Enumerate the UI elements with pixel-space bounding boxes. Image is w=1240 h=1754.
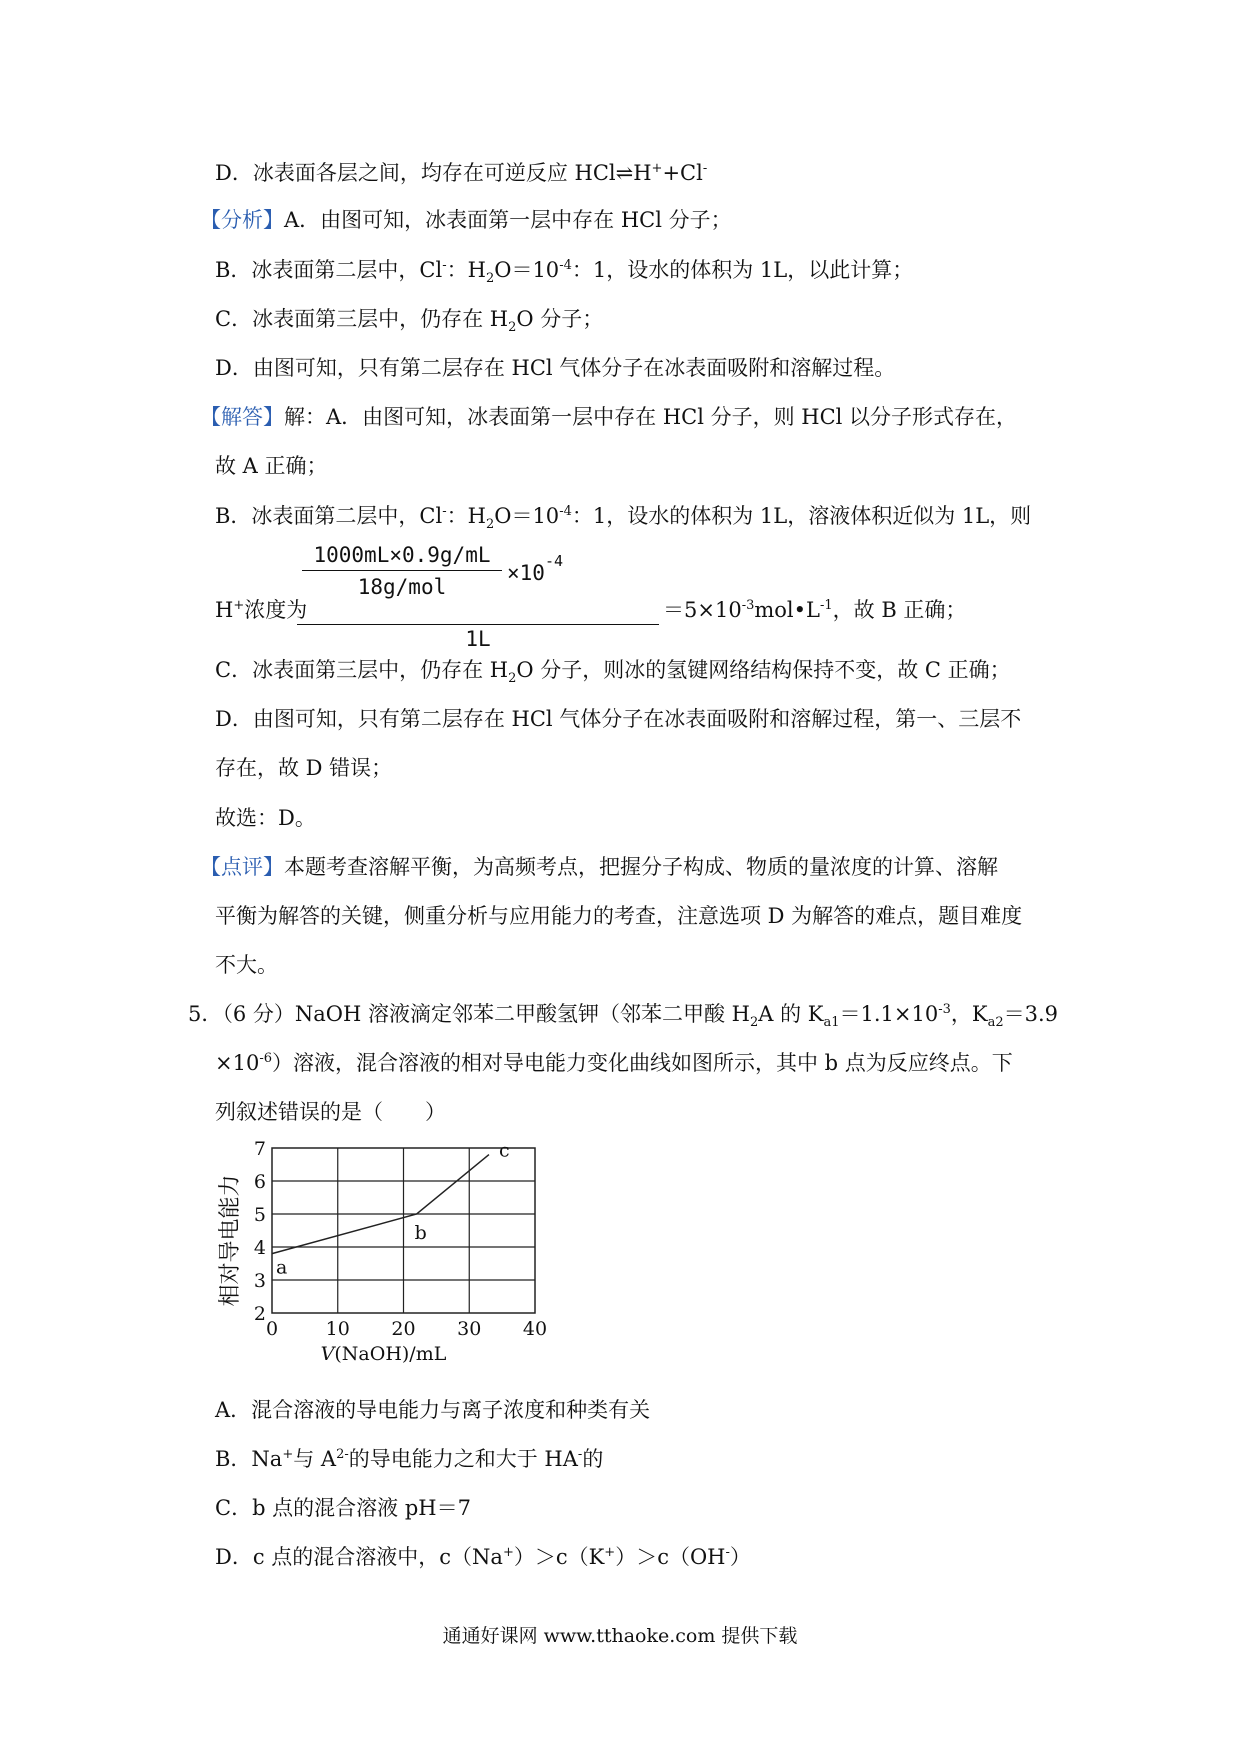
prev-option-d: D．冰表面各层之间，均存在可逆反应 HCl⇌H++Cl-	[215, 161, 708, 185]
y-tick-label: 3	[253, 1270, 266, 1292]
main-fraction-bar	[297, 624, 659, 625]
answer-line-d2: 存在，故 D 错误；	[215, 756, 393, 780]
answer-choice: 故选：D。	[215, 806, 316, 830]
option-c: C．b 点的混合溶液 pH＝7	[215, 1496, 471, 1520]
question-5-line-3: 列叙述错误的是（ ）	[215, 1100, 446, 1124]
analysis-label: 【分析】	[200, 208, 284, 232]
fraction-multiplier: $\times 10^{-4}$	[507, 552, 563, 585]
point-label-c: c	[498, 1140, 510, 1162]
fraction-numerator: 1000mL×0.9g/mL	[313, 543, 491, 567]
fraction-inner-denominator: 18g/mol	[357, 575, 447, 599]
comment-line-3: 不大。	[215, 953, 278, 977]
formula-suffix: $=5\times 10^{-3}mol•L^{-1}$，故 B 正确；	[663, 598, 967, 622]
x-axis-label-unit: (NaOH)/mL	[334, 1343, 447, 1365]
option-d: D．c 点的混合溶液中，c（Na+）＞c（K+）＞c（OH-）	[215, 1545, 751, 1569]
option-a: A．混合溶液的导电能力与离子浓度和种类有关	[215, 1398, 651, 1422]
y-tick-label: 4	[253, 1237, 266, 1259]
x-tick-label: 40	[522, 1318, 548, 1340]
conductivity-chart-svg	[190, 1140, 560, 1385]
x-axis-label-variable: V	[320, 1343, 335, 1365]
analysis-line-c: C．冰表面第三层中，仍存在 $H_2O$ 分子；	[215, 307, 604, 336]
answer-line-a1: 【解答】解：A．由图可知，冰表面第一层中存在 HCl 分子，则 HCl 以分子形式存在，	[200, 405, 1018, 429]
x-tick-label: 30	[457, 1318, 482, 1340]
analysis-line-a: 【分析】A．由图可知，冰表面第一层中存在 HCl 分子；	[200, 208, 732, 232]
comment-line-2: 平衡为解答的关键，侧重分析与应用能力的考查，注意选项 D 为解答的难点，题目难度	[215, 904, 1023, 928]
y-tick-label: 5	[253, 1204, 266, 1226]
comment-line-1: 【点评】本题考查溶解平衡，为高频考点，把握分子构成、物质的量浓度的计算、溶解	[200, 855, 998, 879]
y-tick-label: 2	[253, 1303, 266, 1325]
point-label-b: b	[414, 1222, 427, 1244]
answer-label: 【解答】	[200, 405, 284, 429]
point-label-a: a	[276, 1256, 288, 1279]
answer-line-c: C．冰表面第三层中，仍存在 $H_2O$ 分子，则冰的氢键网络结构保持不变，故 C 正确；	[215, 658, 1011, 687]
concentration-formula	[215, 538, 1055, 650]
question-5-line-2: $\times 10^{-6}$）溶液，混合溶液的相对导电能力变化曲线如图所示，其中 b 点为反应终点。下	[215, 1051, 1013, 1075]
y-tick-label: 7	[253, 1140, 266, 1160]
page-footer: 通通好课网 www.tthaoke.com 提供下载	[442, 1625, 798, 1647]
formula-prefix: H+浓度为	[215, 598, 308, 622]
y-axis-label: 相对导电能力	[218, 1174, 243, 1307]
question-5-line-1: 5．（6 分）NaOH 溶液滴定邻苯二甲酸氢钾（邻苯二甲酸 $H_2A$ 的 $K_{a1}=1.1\times 10^{-3}$，$K_{a2}=3.9$	[188, 1002, 1059, 1031]
analysis-line-d: D．由图可知，只有第二层存在 HCl 气体分子在冰表面吸附和溶解过程。	[215, 356, 896, 380]
conductivity-chart	[190, 1140, 560, 1385]
comment-label: 【点评】	[200, 855, 284, 879]
answer-line-d1: D．由图可知，只有第二层存在 HCl 气体分子在冰表面吸附和溶解过程，第一、三层不	[215, 707, 1022, 731]
fraction-denominator: 1L	[465, 627, 491, 651]
answer-line-a2: 故 A 正确；	[215, 454, 328, 478]
analysis-line-b: B．冰表面第二层中，Cl-：$H_2O=10^{-4}$：1，设水的体积为 1L，以此计算；	[215, 258, 914, 287]
x-tick-label: 0	[265, 1318, 279, 1340]
inner-fraction-bar	[302, 570, 502, 571]
x-tick-label: 20	[391, 1318, 416, 1340]
x-tick-label: 10	[325, 1318, 350, 1340]
option-b: B．Na+与 $A^{2-}$的导电能力之和大于 HA-的	[215, 1447, 604, 1471]
y-tick-label: 6	[253, 1171, 266, 1193]
x-axis-label	[321, 1343, 447, 1365]
conductivity-curve	[272, 1155, 489, 1254]
answer-line-b1: B．冰表面第二层中，Cl-：$H_2O=10^{-4}$：1，设水的体积为 1L，溶液体积近似为 1L，则	[215, 504, 1032, 533]
